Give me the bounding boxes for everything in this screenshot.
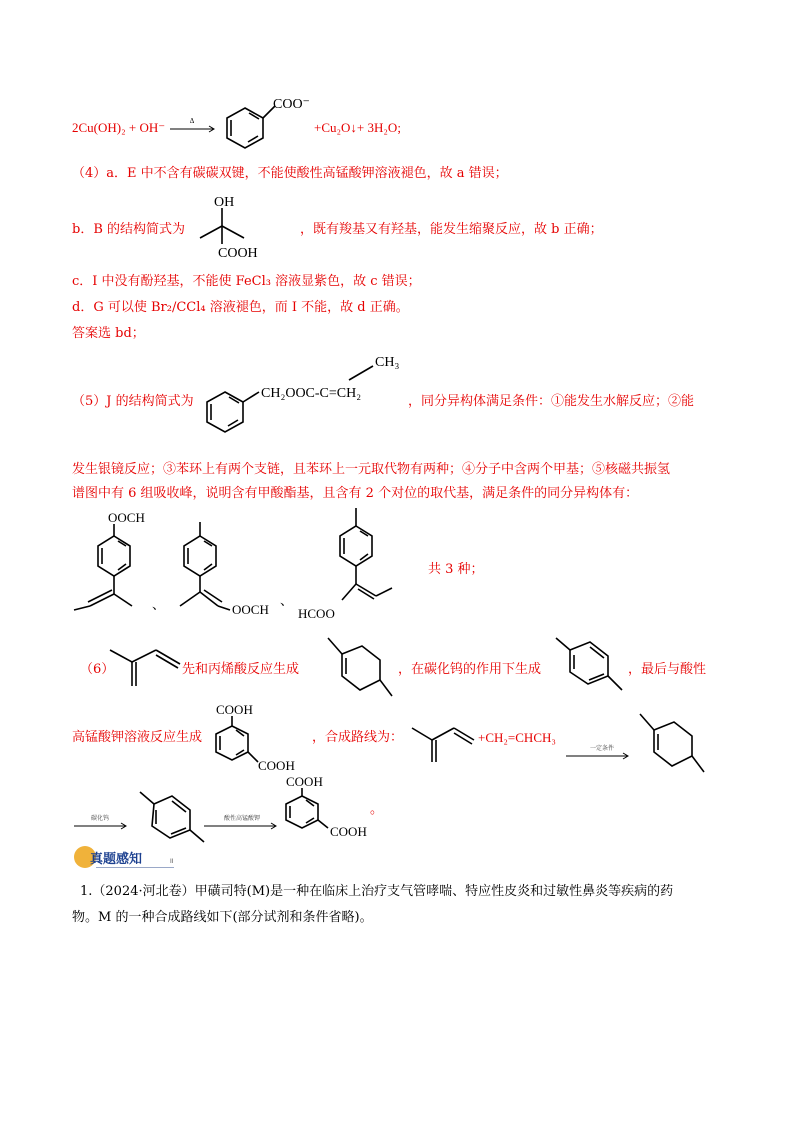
reagent-propene: +CH₂=CHCH₃ [478,730,556,745]
structure-b-oh: OH [214,195,235,210]
part4-d: d．G 可以使 Br₂/CCl₄ 溶液褪色，而 I 不能，故 d 正确。 [72,300,409,315]
arrow-kmno4 [204,812,284,836]
isomer-3-label: HCOO [298,606,335,621]
benzoate-structure [215,88,325,158]
carboxylate-label: COO⁻ [273,97,310,112]
question-1-line1: 1.（2024·河北卷）甲磺司特(M)是一种在临床上治疗支气管哮喘、特应性皮炎和过敏性鼻炎等疾病的药 [80,884,674,899]
isoprene-structure [108,640,188,690]
arrow-tungsten-carbide [74,812,134,836]
badge-subscript: II [170,858,174,865]
part6-t3: ，最后与酸性 [628,662,707,677]
part5-suffix: ，同分异构体满足条件：①能发生水解反应；②能 [408,394,695,409]
part6-t1: 先和丙烯酸反应生成 [182,662,300,677]
part6-t4: 高锰酸钾溶液反应生成 [72,730,203,745]
j-ch3: CH₃ [375,355,400,370]
arrow-heat-label: Δ [189,117,195,125]
arrow-condition-label: 一定条件 [589,746,615,752]
cyclohexene-structure-2 [636,706,716,786]
tpa-cooh-bottom: COOH [258,758,295,773]
structure-b-cooh: COOH [218,246,258,261]
part4-c: c．I 中没有酚羟基，不能使 FeCl₃ 溶液显紫色，故 c 错误； [72,274,421,289]
tpa2-cooh-bottom: COOH [330,824,367,839]
part6-end: 。 [370,802,384,817]
reaction-left: 2Cu(OH)₂ + OH⁻ [72,120,166,135]
isomer-3-structure [296,500,416,630]
terephthalic-acid-structure [208,700,308,780]
part4-b-prefix: b．B 的结构简式为 [72,222,186,237]
badge-title: 真题感知 [90,852,143,867]
structure-j [195,352,425,452]
part5-prefix: （5）J 的结构简式为 [72,394,194,409]
arrow-condition [566,742,636,766]
part5-line2: 发生银镜反应；③苯环上有两个支链，且苯环上一元取代物有两种；④分子中含两个甲基；⑤核磁共振氢 [72,462,671,477]
isomer-sep-2: 、 [280,594,294,609]
isomer-2-structure [160,506,280,626]
j-chain: CH₂OOC-C=CH₂ [261,386,362,401]
isomer-1-label: OOCH [108,510,145,525]
arrow-tungsten-label: 碳化钨 [90,816,110,822]
part5-line3: 谱图中有 6 组吸收峰，说明含有甲酸酯基，且含有 2 个对位的取代基，满足条件的同分异构体有： [72,486,639,501]
badge-underline [96,867,174,868]
structure-b [198,192,308,262]
tpa2-cooh-top: COOH [286,774,323,789]
part6-t5: ，合成路线为： [312,730,404,745]
answer-line: 答案选 bd； [72,326,145,341]
reaction-arrow [170,115,220,135]
arrow-kmno4-label: 酸性高锰酸钾 [223,816,261,822]
terephthalic-acid-structure-2 [280,772,380,842]
part4-b-suffix: ，既有羧基又有羟基，能发生缩聚反应，故 b 正确； [300,222,603,237]
question-1-line2: 物。M 的一种合成路线如下(部分试剂和条件省略)。 [72,910,373,925]
part6-t2: ，在碳化钨的作用下生成 [398,662,542,677]
p-xylene-structure [552,628,632,708]
isomer-sep-1: 、 [152,598,166,613]
tpa-cooh-top: COOH [216,702,253,717]
reaction-right: +Cu₂O↓+ 3H₂O; [314,120,401,135]
section-badge [74,846,174,870]
isomer-total: 共 3 种； [428,562,484,577]
part6-label: （6） [80,662,115,677]
isomer-2-label: OOCH [232,602,269,617]
part4-a: （4）a．E 中不含有碳碳双键，不能使酸性高锰酸钾溶液褪色，故 a 错误； [72,166,508,181]
cyclohexene-structure [326,630,406,710]
